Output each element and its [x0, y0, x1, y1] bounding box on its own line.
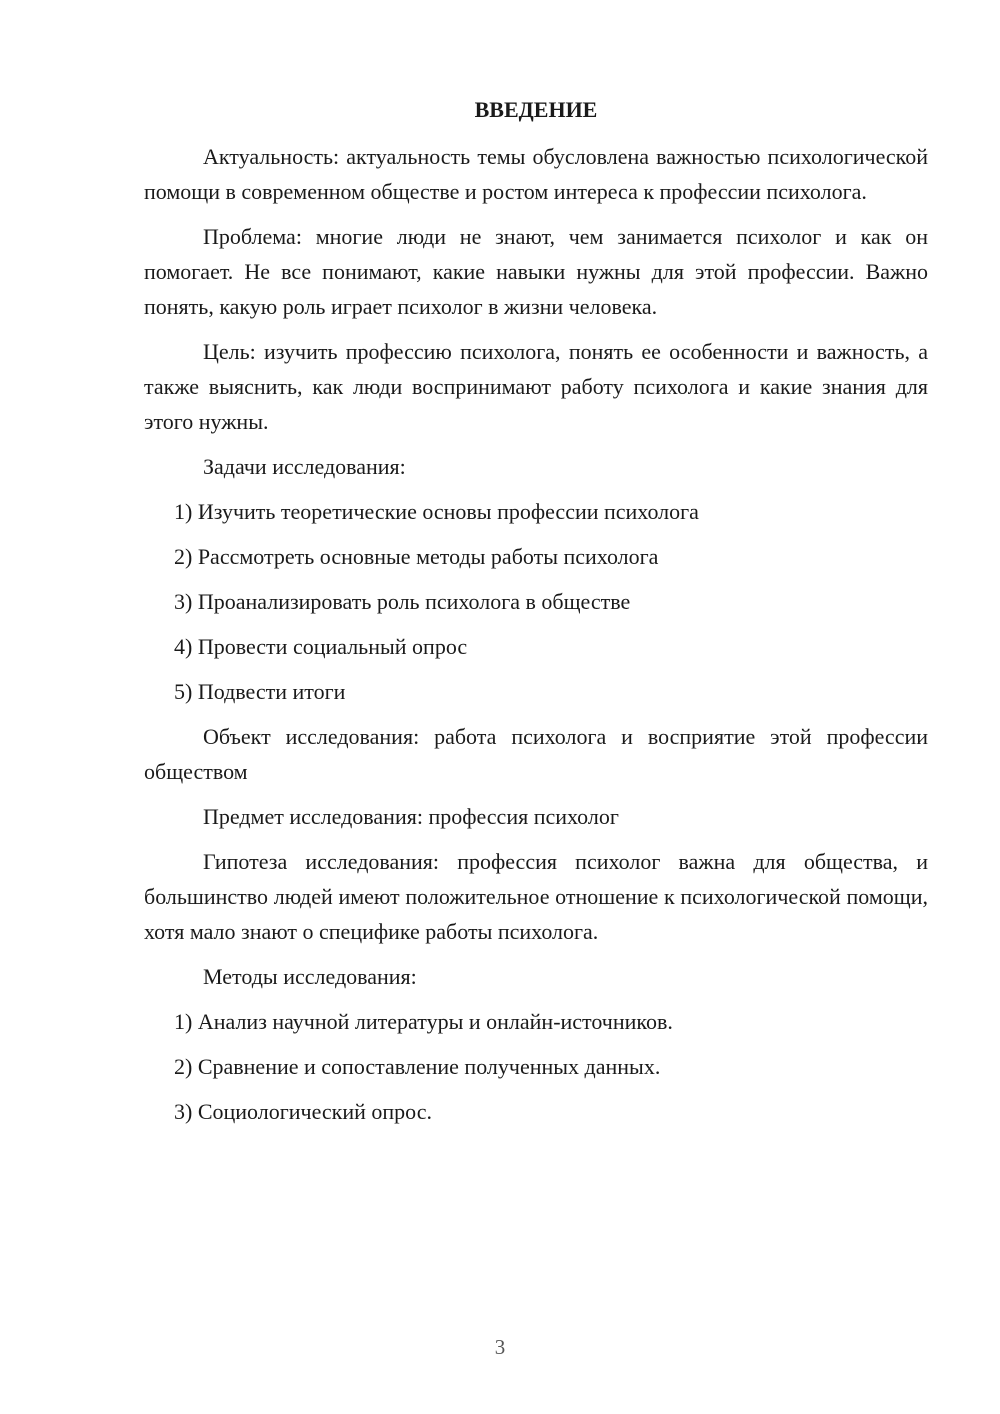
- tasks-heading: Задачи исследования:: [203, 454, 406, 479]
- paragraph-relevance: Актуальность: актуальность темы обусловлена важностью психологической помощи в современном обществе и ростом интереса к профессии психолога.: [144, 144, 928, 204]
- list-item: 2) Рассмотреть основные методы работы психолога: [174, 544, 659, 569]
- paragraph-hypothesis: Гипотеза исследования: профессия психолог важна для общества, и большинство людей имеют положительное отношение к психологической помощи, хотя мало знают о специфике работы психолога.: [144, 849, 928, 944]
- list-item: 1) Изучить теоретические основы профессии психолога: [174, 499, 699, 524]
- methods-list: [144, 1004, 928, 1129]
- paragraph-object: Объект исследования: работа психолога и восприятие этой профессии обществом: [144, 724, 928, 784]
- paragraph-subject: Предмет исследования: профессия психолог: [203, 804, 619, 829]
- list-item: 2) Сравнение и сопоставление полученных данных.: [174, 1054, 661, 1079]
- page-content: [144, 92, 928, 1139]
- list-item: 5) Подвести итоги: [174, 679, 346, 704]
- page-number: 3: [494, 1335, 506, 1359]
- paragraph-goal: Цель: изучить профессию психолога, понять ее особенности и важность, а также выяснить, как люди воспринимают работу психолога и какие знания для этого нужны.: [144, 339, 928, 434]
- list-item: 1) Анализ научной литературы и онлайн-источников.: [174, 1009, 673, 1034]
- methods-heading: Методы исследования:: [203, 964, 417, 989]
- list-item: 4) Провести социальный опрос: [174, 634, 468, 659]
- tasks-list: [144, 494, 928, 709]
- section-title: ВВЕДЕНИЕ: [474, 97, 598, 122]
- paragraph-problem: Проблема: многие люди не знают, чем занимается психолог и как он помогает. Не все понимают, какие навыки нужны для этой профессии. Важно понять, какую роль играет психолог в жизни человека.: [144, 224, 928, 319]
- list-item: 3) Проанализировать роль психолога в обществе: [174, 589, 631, 614]
- list-item: 3) Социологический опрос.: [174, 1099, 432, 1124]
